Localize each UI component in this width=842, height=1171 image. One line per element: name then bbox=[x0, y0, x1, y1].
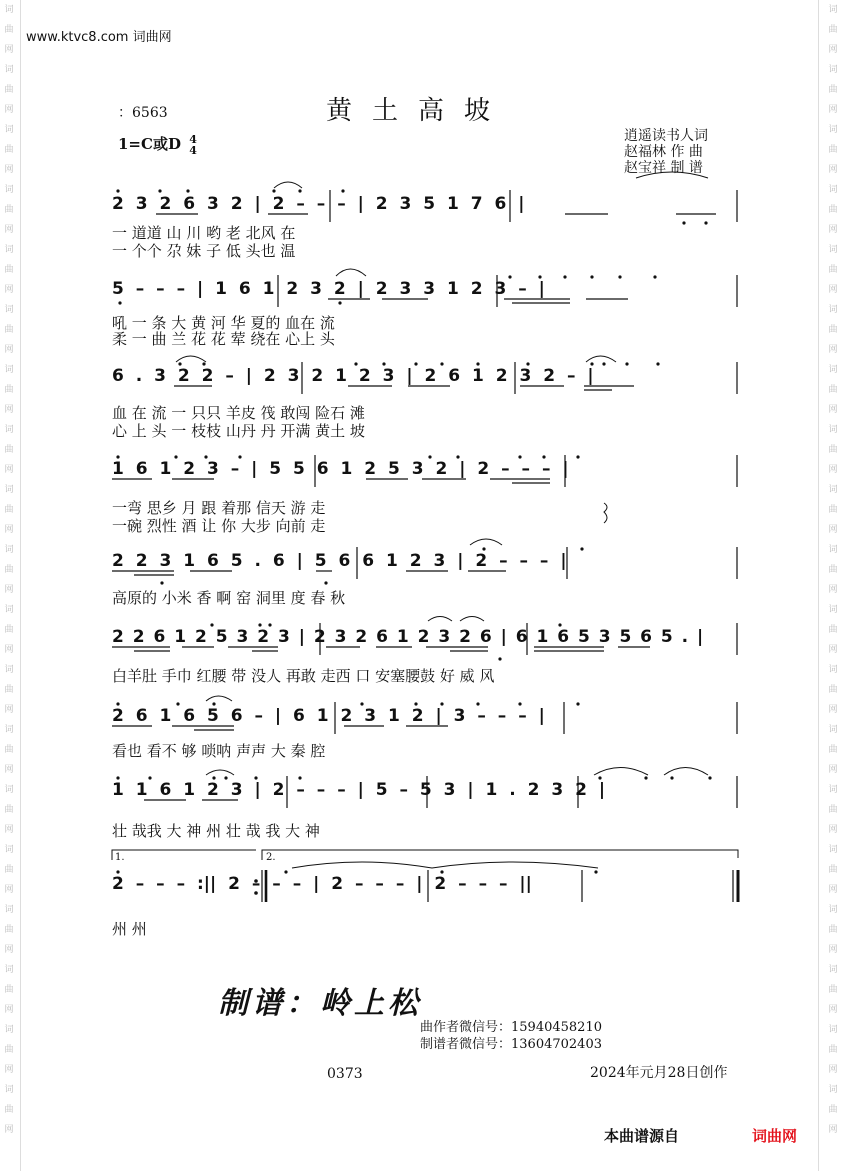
watermark-char: 网 bbox=[828, 585, 838, 595]
watermark-char: 网 bbox=[4, 645, 14, 655]
watermark-char: 词 bbox=[4, 725, 14, 735]
notes-row-8: 1 1 6 1 2 3 | 2 – – – | 5 – 5 3 | 1 . 2 3 2 | bbox=[112, 780, 606, 800]
watermark-char: 曲 bbox=[4, 865, 14, 875]
watermark-char: 曲 bbox=[828, 205, 838, 215]
watermark-char: 曲 bbox=[4, 925, 14, 935]
watermark-char: 词 bbox=[4, 785, 14, 795]
watermark-char: 词 bbox=[4, 845, 14, 855]
watermark-char: 网 bbox=[828, 285, 838, 295]
watermark-char: 曲 bbox=[828, 925, 838, 935]
watermark-char: 网 bbox=[828, 1005, 838, 1015]
watermark-char: 曲 bbox=[4, 325, 14, 335]
watermark-char: 曲 bbox=[828, 325, 838, 335]
watermark-char: 词 bbox=[828, 905, 838, 915]
watermark-char: 曲 bbox=[4, 1045, 14, 1055]
notes-row-4: 1 6 1 2 3 – | 5 5 6 1 2 5 3 2 | 2 – – – | bbox=[112, 459, 569, 479]
watermark-char: 词 bbox=[828, 845, 838, 855]
watermark-char: 曲 bbox=[828, 265, 838, 275]
watermark-char: 词 bbox=[4, 65, 14, 75]
watermark-char: 词 bbox=[828, 965, 838, 975]
watermark-char: 网 bbox=[4, 105, 14, 115]
watermark-char: 网 bbox=[828, 1125, 838, 1135]
watermark-char: 词 bbox=[828, 185, 838, 195]
contacts bbox=[420, 1019, 602, 1053]
watermark-char: 网 bbox=[4, 705, 14, 715]
watermark-char: 词 bbox=[4, 485, 14, 495]
watermark-char: 曲 bbox=[828, 85, 838, 95]
composer: 赵福林 作 曲 bbox=[624, 144, 703, 160]
watermark-char: 网 bbox=[828, 705, 838, 715]
watermark-char: 曲 bbox=[828, 805, 838, 815]
lyrics-row-2-verse-2: 柔 一 曲 兰 花 花 荤 绕在 心上 头 bbox=[112, 330, 335, 348]
watermark-char: 网 bbox=[4, 945, 14, 955]
watermark-char: 词 bbox=[828, 5, 838, 15]
notes-row-7: 2 6 1 6 5 6 – | 6 1 2 3 1 2 | 3 – – – | bbox=[112, 706, 545, 726]
watermark-char: 网 bbox=[4, 165, 14, 175]
watermark-char: 曲 bbox=[4, 505, 14, 515]
watermark-char: 网 bbox=[4, 45, 14, 55]
song-id: ：6563 bbox=[118, 105, 168, 121]
score-code: 0373 bbox=[327, 1066, 363, 1082]
watermark-char: 词 bbox=[828, 725, 838, 735]
watermark-char: 网 bbox=[4, 885, 14, 895]
footer-brand-link[interactable]: 词曲网 bbox=[752, 1127, 798, 1145]
watermark-char: 网 bbox=[4, 525, 14, 535]
watermark-char: 网 bbox=[828, 405, 838, 415]
watermark-char: 词 bbox=[828, 785, 838, 795]
watermark-char: 网 bbox=[4, 1005, 14, 1015]
watermark-char: 曲 bbox=[828, 685, 838, 695]
watermark-char: 词 bbox=[828, 425, 838, 435]
time-bottom: 4 bbox=[189, 144, 197, 157]
watermark-char: 网 bbox=[828, 105, 838, 115]
watermark-char: 词 bbox=[828, 1025, 838, 1035]
watermark-char: 网 bbox=[828, 885, 838, 895]
watermark-char: 词 bbox=[4, 305, 14, 315]
watermark-char: 词 bbox=[828, 545, 838, 555]
notes-row-5: 2 2 3 1 6 5 . 6 | 5 6 6 1 2 3 | 2 – – – | bbox=[112, 551, 567, 571]
watermark-char: 网 bbox=[4, 345, 14, 355]
watermark-char: 曲 bbox=[4, 265, 14, 275]
watermark-char: 曲 bbox=[4, 205, 14, 215]
watermark-char: 词 bbox=[4, 965, 14, 975]
watermark-char: 网 bbox=[828, 165, 838, 175]
watermark-char: 曲 bbox=[4, 25, 14, 35]
watermark-char: 网 bbox=[4, 585, 14, 595]
watermark-char: 曲 bbox=[4, 85, 14, 95]
watermark-char: 词 bbox=[4, 905, 14, 915]
watermark-char: 曲 bbox=[828, 865, 838, 875]
watermark-char: 曲 bbox=[4, 805, 14, 815]
watermark-char: 网 bbox=[828, 345, 838, 355]
lyrics-row-4-verse-2: 一碗 烈性 酒 让 你 大步 向前 走 bbox=[112, 517, 326, 535]
arranger-signature: 制谱：岭上松 bbox=[218, 986, 422, 1021]
volta-2: 2. bbox=[266, 852, 276, 863]
lyrics-row-2-verse-1: 吼 一 条 大 黄 河 华 夏的 血在 流 bbox=[112, 314, 335, 332]
watermark-char: 曲 bbox=[4, 685, 14, 695]
lyrics-row-1-verse-1: 一 道道 山 川 哟 老 北风 在 bbox=[112, 224, 296, 242]
creation-date: 2024年元月28日创作 bbox=[590, 1065, 728, 1081]
watermark-char: 曲 bbox=[828, 745, 838, 755]
watermark-char: 网 bbox=[828, 765, 838, 775]
watermark-char: 词 bbox=[828, 665, 838, 675]
volta-brackets bbox=[112, 850, 738, 860]
watermark-char: 网 bbox=[4, 225, 14, 235]
watermark-char: 曲 bbox=[4, 1105, 14, 1115]
lyrics-row-3-verse-1: 血 在 流 一 只只 羊皮 筏 敢闯 险石 滩 bbox=[112, 404, 365, 422]
notes-row-1: 2 3 2 6 3 2 | 2 – – – | 2 3 5 1 7 6 | bbox=[112, 194, 525, 214]
watermark-char: 网 bbox=[4, 1125, 14, 1135]
lyrics-row-3-verse-2: 心 上 头 一 枝枝 山丹 丹 开满 黄土 坡 bbox=[112, 422, 365, 440]
footer-source: 本曲谱源自 bbox=[604, 1127, 680, 1145]
watermark-char: 网 bbox=[828, 225, 838, 235]
watermark-char: 词 bbox=[828, 65, 838, 75]
watermark-char: 曲 bbox=[828, 25, 838, 35]
watermark-char: 曲 bbox=[4, 445, 14, 455]
arranger-wechat: 制谱者微信号：13604702403 bbox=[420, 1037, 602, 1052]
watermark-char: 网 bbox=[4, 405, 14, 415]
watermark-char: 曲 bbox=[4, 625, 14, 635]
watermark-char: 曲 bbox=[828, 565, 838, 575]
watermark-char: 网 bbox=[4, 285, 14, 295]
lyrics-row-5: 高原的 小米 香 啊 窑 洞里 度 春 秋 bbox=[112, 589, 346, 607]
watermark-char: 网 bbox=[828, 945, 838, 955]
watermark-char: 词 bbox=[4, 665, 14, 675]
watermark-char: 曲 bbox=[828, 385, 838, 395]
notes-row-2: 5 – – – | 1 6 1 2 3 2 | 2 3 3 1 2 3 – | bbox=[112, 279, 545, 299]
watermark-char: 网 bbox=[828, 825, 838, 835]
song-title: 黄土高坡 bbox=[326, 96, 511, 126]
watermark-char: 词 bbox=[4, 5, 14, 15]
watermark-char: 曲 bbox=[4, 385, 14, 395]
notes-row-6: 2 2 6 1 2 5 3 2 3 | 2 3 2 6 1 2 3 2 6 | 6 1 6 5 3 5 6 5 . | bbox=[112, 627, 704, 647]
watermark-char: 曲 bbox=[828, 1105, 838, 1115]
lyrics-row-1-verse-2: 一 个个 尕 妹 子 低 头也 温 bbox=[112, 242, 296, 260]
time-top: 4 bbox=[189, 133, 197, 146]
lyrics-row-4-verse-1: 一弯 思乡 月 跟 着那 信天 游 走 bbox=[112, 499, 326, 517]
site-url[interactable]: www.ktvc8.com 词曲网 bbox=[26, 30, 172, 45]
arranger: 赵宝祥 制 谱 bbox=[624, 160, 703, 176]
watermark-char: 网 bbox=[828, 45, 838, 55]
lyrics-row-6: 白羊肚 手巾 红腰 带 没人 再敢 走西 口 安塞腰鼓 好 威 风 bbox=[112, 667, 495, 685]
composer-wechat: 曲作者微信号：15940458210 bbox=[420, 1020, 602, 1035]
watermark-char: 词 bbox=[4, 365, 14, 375]
volta-1: 1. bbox=[115, 852, 125, 863]
watermark-char: 网 bbox=[828, 465, 838, 475]
watermark-char: 词 bbox=[828, 1085, 838, 1095]
watermark-char: 曲 bbox=[828, 445, 838, 455]
watermark-char: 词 bbox=[828, 245, 838, 255]
lyricist: 逍遥读书人词 bbox=[624, 128, 708, 144]
watermark-char: 词 bbox=[4, 1025, 14, 1035]
watermark-char: 网 bbox=[4, 825, 14, 835]
watermark-char: 词 bbox=[828, 125, 838, 135]
lyrics-row-9: 州 州 bbox=[112, 920, 147, 938]
watermark-char: 曲 bbox=[828, 1045, 838, 1055]
watermark-char: 曲 bbox=[4, 985, 14, 995]
watermark-char: 词 bbox=[4, 185, 14, 195]
watermark-char: 曲 bbox=[828, 505, 838, 515]
watermark-char: 网 bbox=[828, 1065, 838, 1075]
watermark-char: 词 bbox=[4, 1085, 14, 1095]
watermark-char: 网 bbox=[4, 465, 14, 475]
watermark-char: 网 bbox=[828, 525, 838, 535]
watermark-char: 曲 bbox=[4, 145, 14, 155]
watermark-char: 词 bbox=[4, 545, 14, 555]
watermark-char: 词 bbox=[828, 605, 838, 615]
notes-row-9: 2 – – – :|| 2 – – – | 2 – – – | 2 – – – || bbox=[112, 874, 532, 894]
watermark-char: 词 bbox=[828, 485, 838, 495]
watermark-char: 词 bbox=[4, 125, 14, 135]
watermark-char: 曲 bbox=[4, 745, 14, 755]
watermark-char: 网 bbox=[4, 1065, 14, 1075]
notes-row-3: 6 . 3 2 2 – | 2 3 2 1 2 3 | 2 6 1 2 3 2 – | bbox=[112, 366, 594, 386]
watermark-char: 曲 bbox=[4, 565, 14, 575]
watermark-char: 词 bbox=[4, 245, 14, 255]
watermark-char: 曲 bbox=[828, 145, 838, 155]
watermark-char: 词 bbox=[4, 425, 14, 435]
lyrics-row-7: 看也 看不 够 唢呐 声声 大 秦 腔 bbox=[112, 742, 326, 760]
lyrics-row-8: 壮 哉我 大 神 州 壮 哉 我 大 神 bbox=[112, 822, 320, 840]
watermark-char: 曲 bbox=[828, 625, 838, 635]
watermark-char: 词 bbox=[4, 605, 14, 615]
watermark-char: 曲 bbox=[828, 985, 838, 995]
watermark-char: 词 bbox=[828, 365, 838, 375]
watermark-char: 网 bbox=[4, 765, 14, 775]
watermark-char: 网 bbox=[828, 645, 838, 655]
watermark-char: 词 bbox=[828, 305, 838, 315]
key-label: 1=C或D bbox=[118, 135, 181, 153]
lyric-brace bbox=[604, 503, 607, 523]
